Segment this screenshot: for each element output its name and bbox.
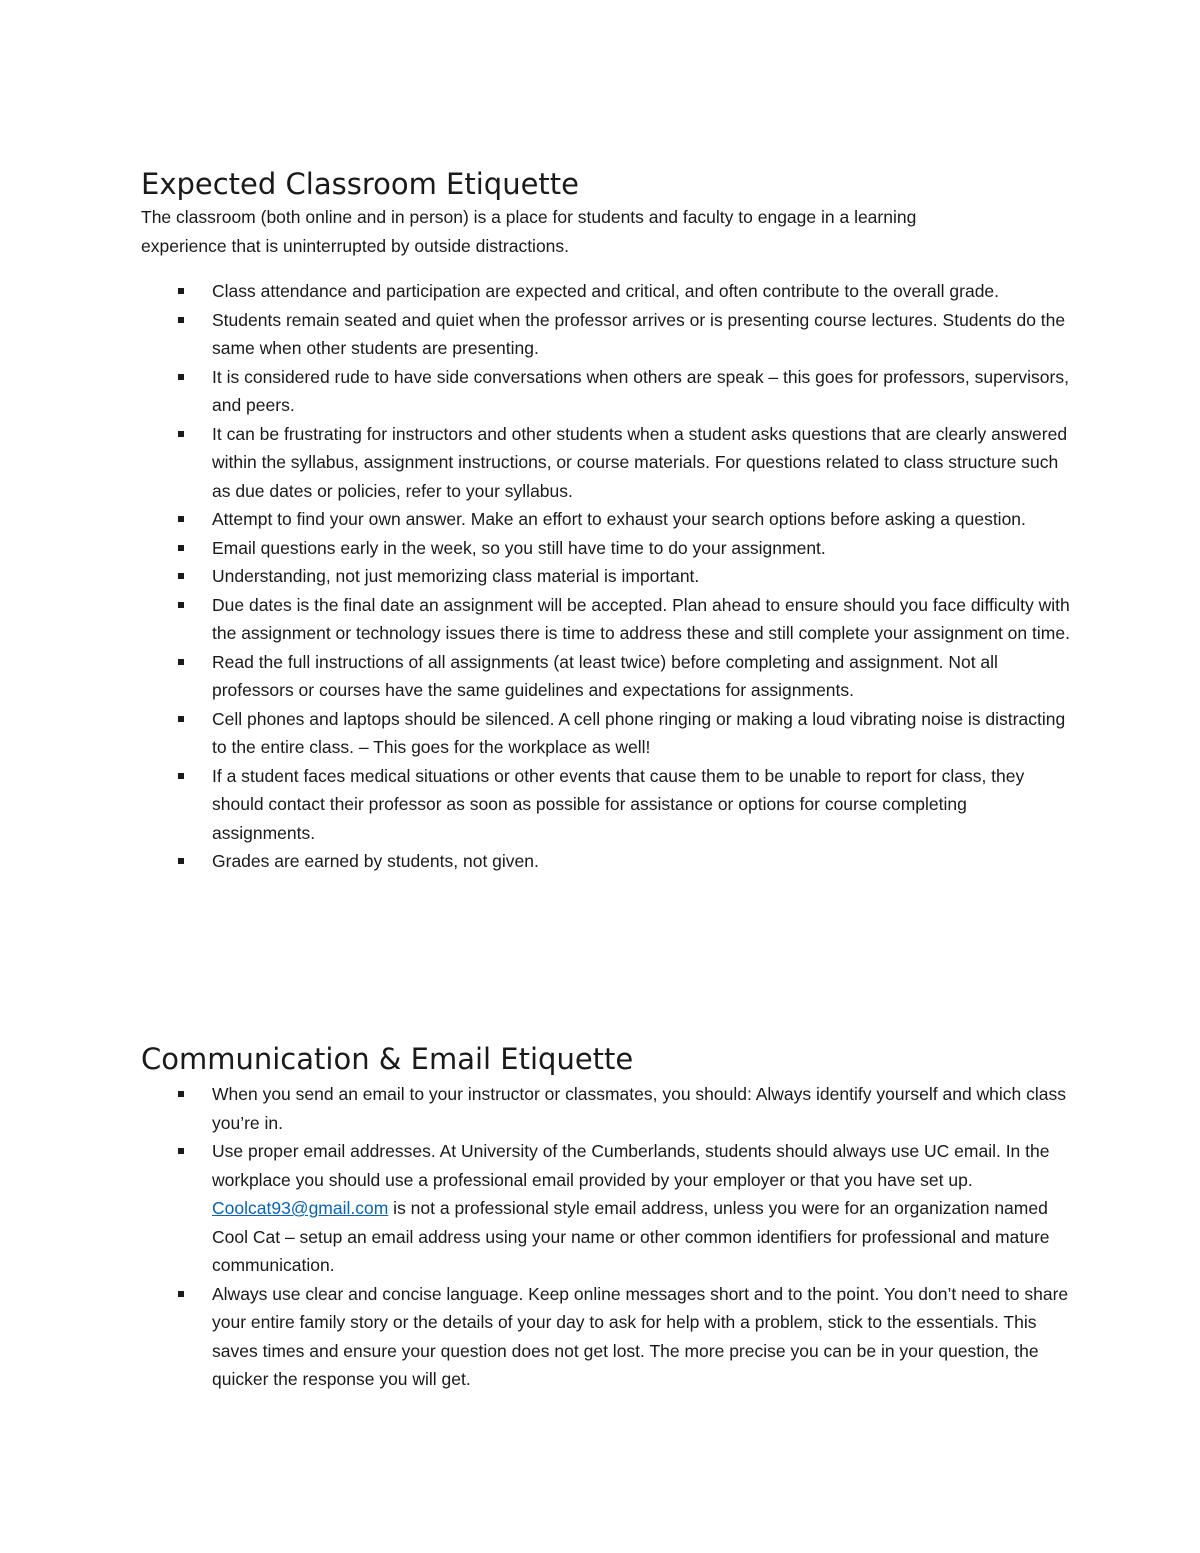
list-item: When you send an email to your instructor or classmates, you should: Always identify yourself and which class you’re in. xyxy=(141,1080,1071,1137)
list-item: Grades are earned by students, not given. xyxy=(141,847,1071,876)
communication-etiquette-list xyxy=(141,1080,1071,1394)
list-item: Class attendance and participation are expected and critical, and often contribute to the overall grade. xyxy=(141,277,1071,306)
square-bullet-icon xyxy=(178,573,184,579)
square-bullet-icon xyxy=(178,431,184,437)
email-link[interactable]: Coolcat93@gmail.com xyxy=(212,1198,389,1218)
square-bullet-icon xyxy=(178,602,184,608)
square-bullet-icon xyxy=(178,374,184,380)
intro-line-1: The classroom (both online and in person) is a place for students and faculty to engage in a learning xyxy=(141,207,917,227)
section-intro xyxy=(141,203,1041,260)
list-item: If a student faces medical situations or other events that cause them to be unable to report for class, they should contact their professor as soon as possible for assistance or options for course completing assignments. xyxy=(141,762,1071,848)
section-title-communication-etiquette: Communication & Email Etiquette xyxy=(141,1042,634,1076)
list-item: It is considered rude to have side conversations when others are speak – this goes for professors, supervisors, and peers. xyxy=(141,363,1071,420)
list-item: Use proper email addresses. At University of the Cumberlands, students should always use UC email. In the workplace you should use a professional email provided by your employer or that you have set up. Coolcat93@gmail.com is not a professional style email address, unless you were for an organization named Cool Cat – setup an email address using your name or other common identifiers for professional and mature communication. xyxy=(141,1137,1071,1280)
square-bullet-icon xyxy=(178,773,184,779)
list-item: Read the full instructions of all assignments (at least twice) before completing and assignment. Not all professors or courses have the same guidelines and expectations for assignments. xyxy=(141,648,1071,705)
list-item: It can be frustrating for instructors and other students when a student asks questions that are clearly answered within the syllabus, assignment instructions, or course materials. For questions related to class structure such as due dates or policies, refer to your syllabus. xyxy=(141,420,1071,506)
classroom-etiquette-list xyxy=(141,277,1071,876)
list-item: Attempt to find your own answer. Make an effort to exhaust your search options before asking a question. xyxy=(141,505,1071,534)
square-bullet-icon xyxy=(178,1091,184,1097)
list-item: Understanding, not just memorizing class material is important. xyxy=(141,562,1071,591)
square-bullet-icon xyxy=(178,1148,184,1154)
square-bullet-icon xyxy=(178,288,184,294)
square-bullet-icon xyxy=(178,716,184,722)
list-item: Always use clear and concise language. Keep online messages short and to the point. You don’t need to share your entire family story or the details of your day to ask for help with a problem, stick to the essentials. This saves times and ensure your question does not get lost. The more precise you can be in your question, the quicker the response you will get. xyxy=(141,1280,1071,1394)
square-bullet-icon xyxy=(178,1291,184,1297)
square-bullet-icon xyxy=(178,545,184,551)
list-item: Email questions early in the week, so you still have time to do your assignment. xyxy=(141,534,1071,563)
square-bullet-icon xyxy=(178,317,184,323)
section-title-classroom-etiquette: Expected Classroom Etiquette xyxy=(141,167,580,201)
list-item: Due dates is the final date an assignment will be accepted. Plan ahead to ensure should you face difficulty with the assignment or technology issues there is time to address these and still complete your assignment on time. xyxy=(141,591,1071,648)
square-bullet-icon xyxy=(178,516,184,522)
intro-line-2: experience that is uninterrupted by outside distractions. xyxy=(141,235,570,256)
square-bullet-icon xyxy=(178,659,184,665)
square-bullet-icon xyxy=(178,858,184,864)
list-item: Cell phones and laptops should be silenced. A cell phone ringing or making a loud vibrating noise is distracting to the entire class. – This goes for the workplace as well! xyxy=(141,705,1071,762)
list-item: Students remain seated and quiet when the professor arrives or is presenting course lectures. Students do the same when other students are presenting. xyxy=(141,306,1071,363)
